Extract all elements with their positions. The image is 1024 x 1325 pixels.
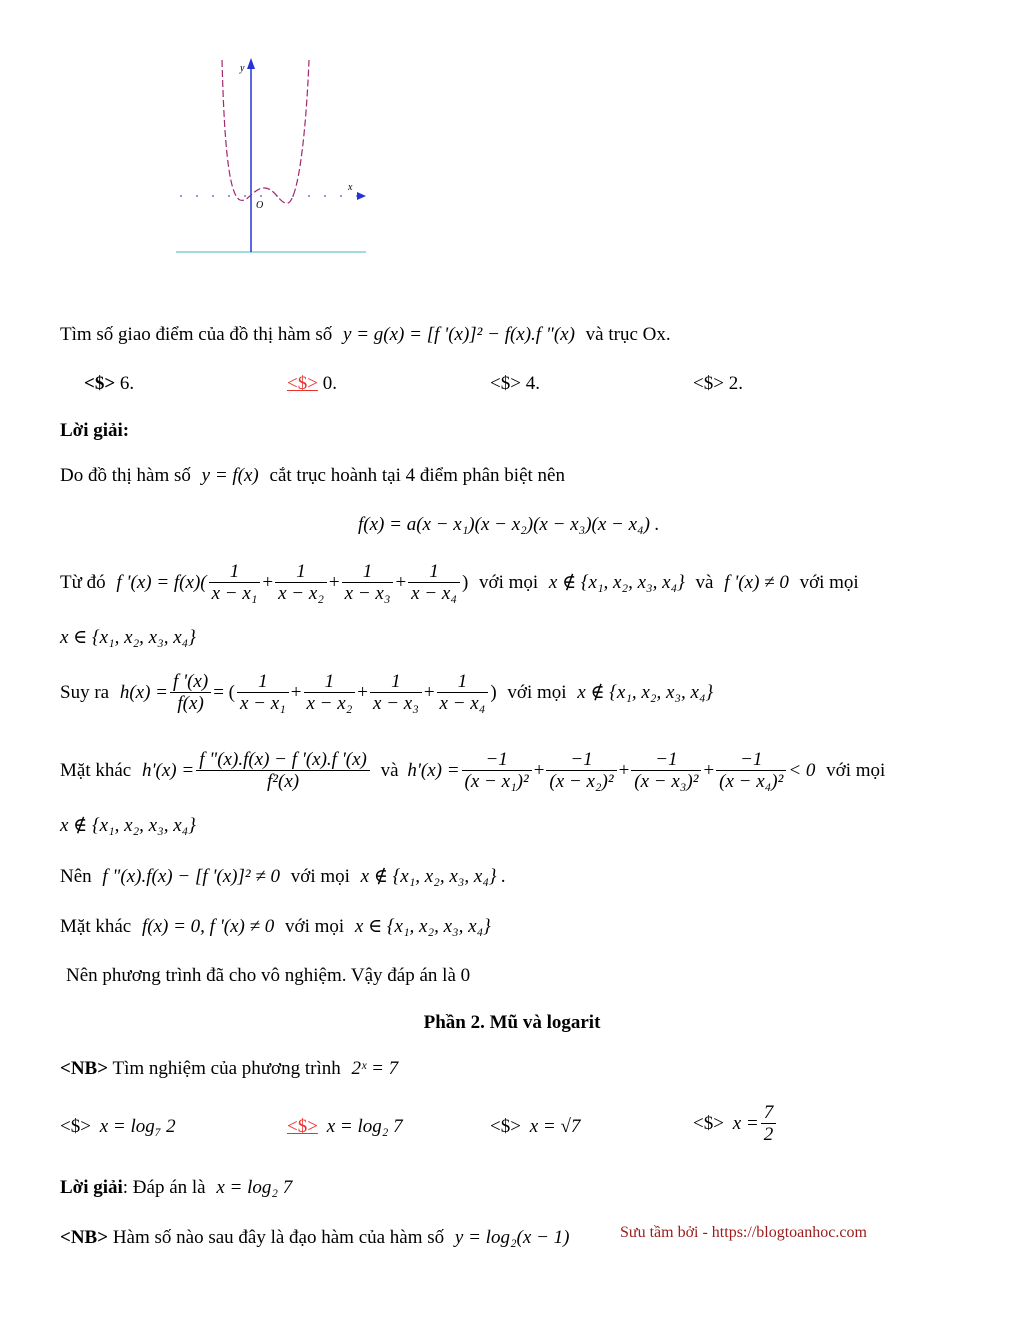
footer-source: Sưu tầm bởi - https://blogtoanhoc.com — [620, 1224, 867, 1241]
q1-formula: y = g(x) = [f '(x)]² − f(x).f "(x) — [343, 324, 575, 345]
text: với mọi — [826, 759, 886, 781]
option-text: 4. — [525, 373, 540, 394]
option-text: x = log₇ 2 — [99, 1116, 176, 1137]
q1-option-d[interactable] — [693, 373, 743, 395]
fraction: $\frac{-1}{\text{(x − x₃)²}}$ — [631, 750, 701, 793]
q2-solution — [60, 1177, 292, 1199]
q1-option-b[interactable] — [287, 373, 337, 395]
formula: h'(x) = — [141, 759, 195, 781]
q3-formula: y = log₂(x − 1) — [454, 1227, 570, 1248]
fraction: $\frac{1}{\text{x − x₁}}$ — [237, 672, 289, 715]
section-title: Phần 2. Mũ và logarit — [423, 1012, 601, 1033]
fraction: $\frac{-1}{\text{(x − x₄)²}}$ — [716, 750, 786, 793]
formula: h(x) = — [119, 681, 168, 703]
option-marker: <$> — [693, 373, 724, 394]
formula: x ∉ {x₁, x₂, x₃, x₄} — [577, 681, 714, 703]
text: Nên — [60, 866, 92, 887]
fraction: $\frac{1}{\text{x − x₄}}$ — [437, 672, 489, 715]
q3-prompt: Hàm số nào sau đây là đạo hàm của hàm số — [112, 1227, 445, 1248]
text: Do đồ thị hàm số — [60, 465, 191, 486]
q3-tag: <NB> — [60, 1227, 109, 1248]
q1-prompt: Tìm số giao điểm của đồ thị hàm số — [60, 324, 333, 345]
q2-option-a[interactable] — [60, 1116, 176, 1138]
conclusion: Nên phương trình đã cho vô nghiệm. Vậy đáp án là 0 — [66, 965, 471, 986]
set-in: x ∈ {x₁, x₂, x₃, x₄} — [60, 627, 196, 648]
q2-tag: <NB> — [60, 1058, 109, 1079]
solution-line3: Từ đó f '(x) = f(x)( $\frac{1}{\text{x − x₁}}$ + $\frac{1}{\text{x − x₂}}$ + $\frac{1}{\text{x − x₃}}$ + $\frac{1}{\text{x − x₄}}$ ) với mọi x ∉ {x₁, x₂, x₃, x₄} và f '(x) ≠ 0 với mọi — [60, 561, 859, 604]
option-text: x = — [732, 1112, 759, 1134]
q2-option-d[interactable] — [693, 1103, 778, 1146]
solution-line8 — [60, 865, 506, 888]
solution-line9 — [60, 915, 491, 938]
option-marker: <$> — [490, 1116, 521, 1137]
option-text: 0. — [322, 373, 337, 394]
q2-line — [60, 1058, 398, 1080]
option-marker: <$> — [490, 373, 521, 394]
fraction: $\frac{1}{\text{x − x₃}}$ — [370, 672, 422, 715]
fraction: $\frac{f '(x)}{f(x)}$ — [170, 672, 211, 715]
q1-suffix: và trục Ox. — [585, 324, 671, 345]
y-axis-label: y — [240, 63, 245, 74]
text: Từ đó — [60, 571, 106, 593]
fraction: $\frac{1}{\text{x − x₁}}$ — [209, 562, 261, 605]
formula: x ∈ {x₁, x₂, x₃, x₄} — [354, 916, 491, 937]
q1-line — [60, 324, 671, 346]
q3-line — [60, 1227, 569, 1249]
fraction: $\frac{-1}{\text{(x − x₂)²}}$ — [546, 750, 616, 793]
solution-line1 — [60, 465, 565, 487]
solution-text: : Đáp án là — [122, 1177, 206, 1198]
formula: f '(x) ≠ 0 — [724, 571, 789, 593]
fraction: $\frac{7}{2}$ — [761, 1103, 777, 1146]
solution-line6: Mặt khác h'(x) = $\frac{f "(x).f(x) - f '(x).f '(x)}{\text{f²(x)}}$ và h'(x) = $\frac{-1}{\text{(x − x₁)²}}$ + $\frac{-1}{\text{(x − x₂)²}}$ + $\frac{-1}{\text{(x − x₃)²}}$ + $\frac{-1}{\text{(x − x₄)²}}$ < 0 với mọi — [60, 749, 886, 792]
q2-formula: 2ˣ = 7 — [351, 1058, 399, 1079]
factored-form: f(x) = a(x − x₁)(x − x₂)(x − x₃)(x − x₄) . — [358, 514, 660, 535]
fraction: $\frac{f "(x).f(x) - f '(x).f '(x)}{\text{f²(x)}}$ — [196, 750, 370, 793]
text: Suy ra — [60, 681, 110, 703]
option-marker: <$> — [84, 373, 116, 394]
origin-label: O — [256, 200, 264, 211]
option-text: 2. — [728, 373, 743, 394]
text: Mặt khác — [60, 916, 132, 937]
text: cắt trục hoành tại 4 điểm phân biệt nên — [269, 465, 565, 486]
y-axis-arrow — [247, 58, 255, 69]
formula: f "(x).f(x) − [f '(x)]² ≠ 0 — [102, 866, 281, 887]
text: và — [380, 759, 399, 781]
formula: x ∉ {x₁, x₂, x₃, x₄} . — [360, 866, 507, 887]
formula: x ∉ {x₁, x₂, x₃, x₄} — [548, 571, 685, 593]
text: với mọi — [290, 866, 350, 887]
fraction: $\frac{1}{\text{x − x₂}}$ — [304, 672, 356, 715]
q1-option-a[interactable] — [84, 373, 134, 395]
solution-line5: Suy ra h(x) = $\frac{f '(x)}{f(x)}$ = ( $\frac{1}{\text{x − x₁}}$ + $\frac{1}{\text{x − x₂}}$ + $\frac{1}{\text{x − x₃}}$ + $\frac{1}{\text{x − x₄}}$ ) với mọi x ∉ {x₁, x₂, x₃, x₄} — [60, 671, 714, 714]
fraction: $\frac{1}{\text{x − x₄}}$ — [408, 562, 460, 605]
text: Mặt khác — [60, 759, 132, 781]
fraction: $\frac{-1}{\text{(x − x₁)²}}$ — [462, 750, 532, 793]
solution-label: Lời giải — [60, 1177, 123, 1198]
option-text: 6. — [119, 373, 135, 394]
text: với mọi — [507, 681, 567, 703]
option-marker-correct: <$> — [287, 1116, 318, 1137]
solution-formula: x = log₂ 7 — [216, 1177, 293, 1198]
option-marker-correct: <$> — [287, 373, 318, 394]
x-axis-label: x — [348, 182, 353, 193]
curve — [222, 60, 309, 203]
formula: f(x) = 0, f '(x) ≠ 0 — [141, 916, 275, 937]
set-notin: x ∉ {x₁, x₂, x₃, x₄} — [60, 815, 196, 836]
option-marker: <$> — [693, 1112, 724, 1134]
text: và — [695, 571, 714, 593]
text: với mọi — [799, 571, 859, 593]
q1-option-c[interactable] — [490, 373, 540, 395]
solution-heading: Lời giải: — [60, 420, 130, 441]
q2-option-c[interactable] — [490, 1116, 580, 1138]
option-text: x = log₂ 7 — [326, 1116, 403, 1137]
fraction: $\frac{1}{\text{x − x₃}}$ — [342, 562, 394, 605]
q2-option-b[interactable] — [287, 1116, 403, 1138]
formula: y = f(x) — [201, 465, 259, 486]
text: với mọi — [479, 571, 539, 593]
x-axis-arrow — [357, 192, 366, 200]
text: với mọi — [285, 916, 345, 937]
formula: < 0 — [788, 759, 816, 781]
option-text: x = √7 — [529, 1116, 581, 1137]
formula: f '(x) = f(x)( — [116, 571, 207, 593]
q2-prompt: Tìm nghiệm của phương trình — [112, 1058, 341, 1079]
option-marker: <$> — [60, 1116, 91, 1137]
function-graph — [170, 55, 380, 260]
formula: h'(x) = — [407, 759, 460, 781]
fraction: $\frac{1}{\text{x − x₂}}$ — [275, 562, 327, 605]
